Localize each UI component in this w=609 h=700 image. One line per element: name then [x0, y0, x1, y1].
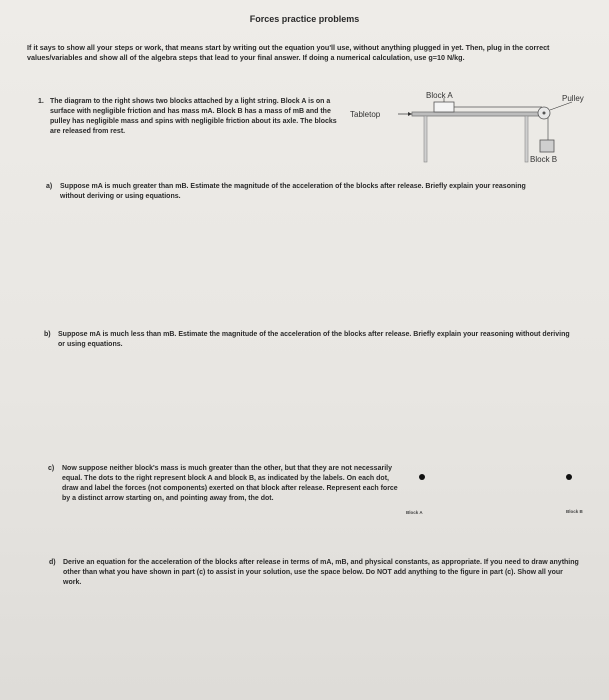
- block-pulley-diagram: [344, 90, 604, 180]
- tabletop-surface: [412, 112, 542, 116]
- table-leg-right: [525, 116, 528, 162]
- question-a-text: Suppose mA is much greater than mB. Estimate the magnitude of the acceleration of the blocks after release. Briefly explain your reasoning without deriving or using equations.: [60, 183, 526, 200]
- question-c-text: Now suppose neither block's mass is much greater than the other, but that they are not necessarily equal. The dots to the right represent block A and block B, as indicated by the labels. On each dot, draw and label the forces (not components) exerted on that block after release. Represent each force by a distinct arrow starting on, and pointing away from, the dot.: [62, 465, 398, 502]
- question-d-text: Derive an equation for the acceleration of the blocks after release in terms of mA, mB, and physical constants, as appropriate. If you need to draw anything other than what you have shown in part (c) to assist in your solution, use the space below. Do NOT add anything to the figure in part (c). Show all your work.: [63, 559, 579, 586]
- pulley-pointer: [550, 102, 572, 110]
- question-b: [44, 330, 578, 350]
- block-a-label: Block A: [426, 91, 453, 100]
- question-b-text: Suppose mA is much less than mB. Estimate the magnitude of the acceleration of the blocks after release. Briefly explain your reasoning without deriving or using equations.: [58, 331, 570, 348]
- question-b-label: b): [44, 331, 51, 338]
- tabletop-arrowhead: [408, 112, 412, 116]
- page-title: Forces practice problems: [249, 14, 360, 24]
- question-c-label: c): [48, 465, 55, 472]
- question-a: [46, 182, 530, 202]
- block-a-dot[interactable]: [419, 474, 425, 480]
- tabletop-label: Tabletop: [350, 110, 381, 119]
- question-c: [48, 464, 398, 504]
- question-a-label: a): [46, 183, 53, 190]
- question-1: [38, 97, 340, 137]
- block-b-dot[interactable]: [566, 474, 572, 480]
- block-b-dot-label: Block B: [566, 509, 583, 514]
- question-1-number: 1.: [38, 98, 44, 105]
- instructions: If it says to show all your steps or work, that means start by writing out the equation you'll use, without anything plugged in yet. Then, plug in the correct values/variables and show all of the algebra steps that lead to your final answer. If doing a numerical calculation, use g=10 N/kg.: [27, 43, 550, 62]
- block-b-shape: [540, 140, 554, 152]
- pulley-axle: [543, 112, 546, 115]
- pulley-label: Pulley: [562, 94, 584, 103]
- table-leg-left: [424, 116, 427, 162]
- block-a-dot-label: Block A: [406, 510, 423, 515]
- block-a-shape: [434, 102, 454, 112]
- block-b-label: Block B: [530, 155, 558, 164]
- question-1-text: The diagram to the right shows two blocks attached by a light string. Block A is on a surface with negligible friction and has mass mA. Block B has a mass of mB and the pulley has negligible mass and spins with negligible friction about its axle. The blocks are released from rest.: [50, 98, 337, 135]
- question-d-label: d): [49, 559, 56, 566]
- question-d: [49, 558, 583, 588]
